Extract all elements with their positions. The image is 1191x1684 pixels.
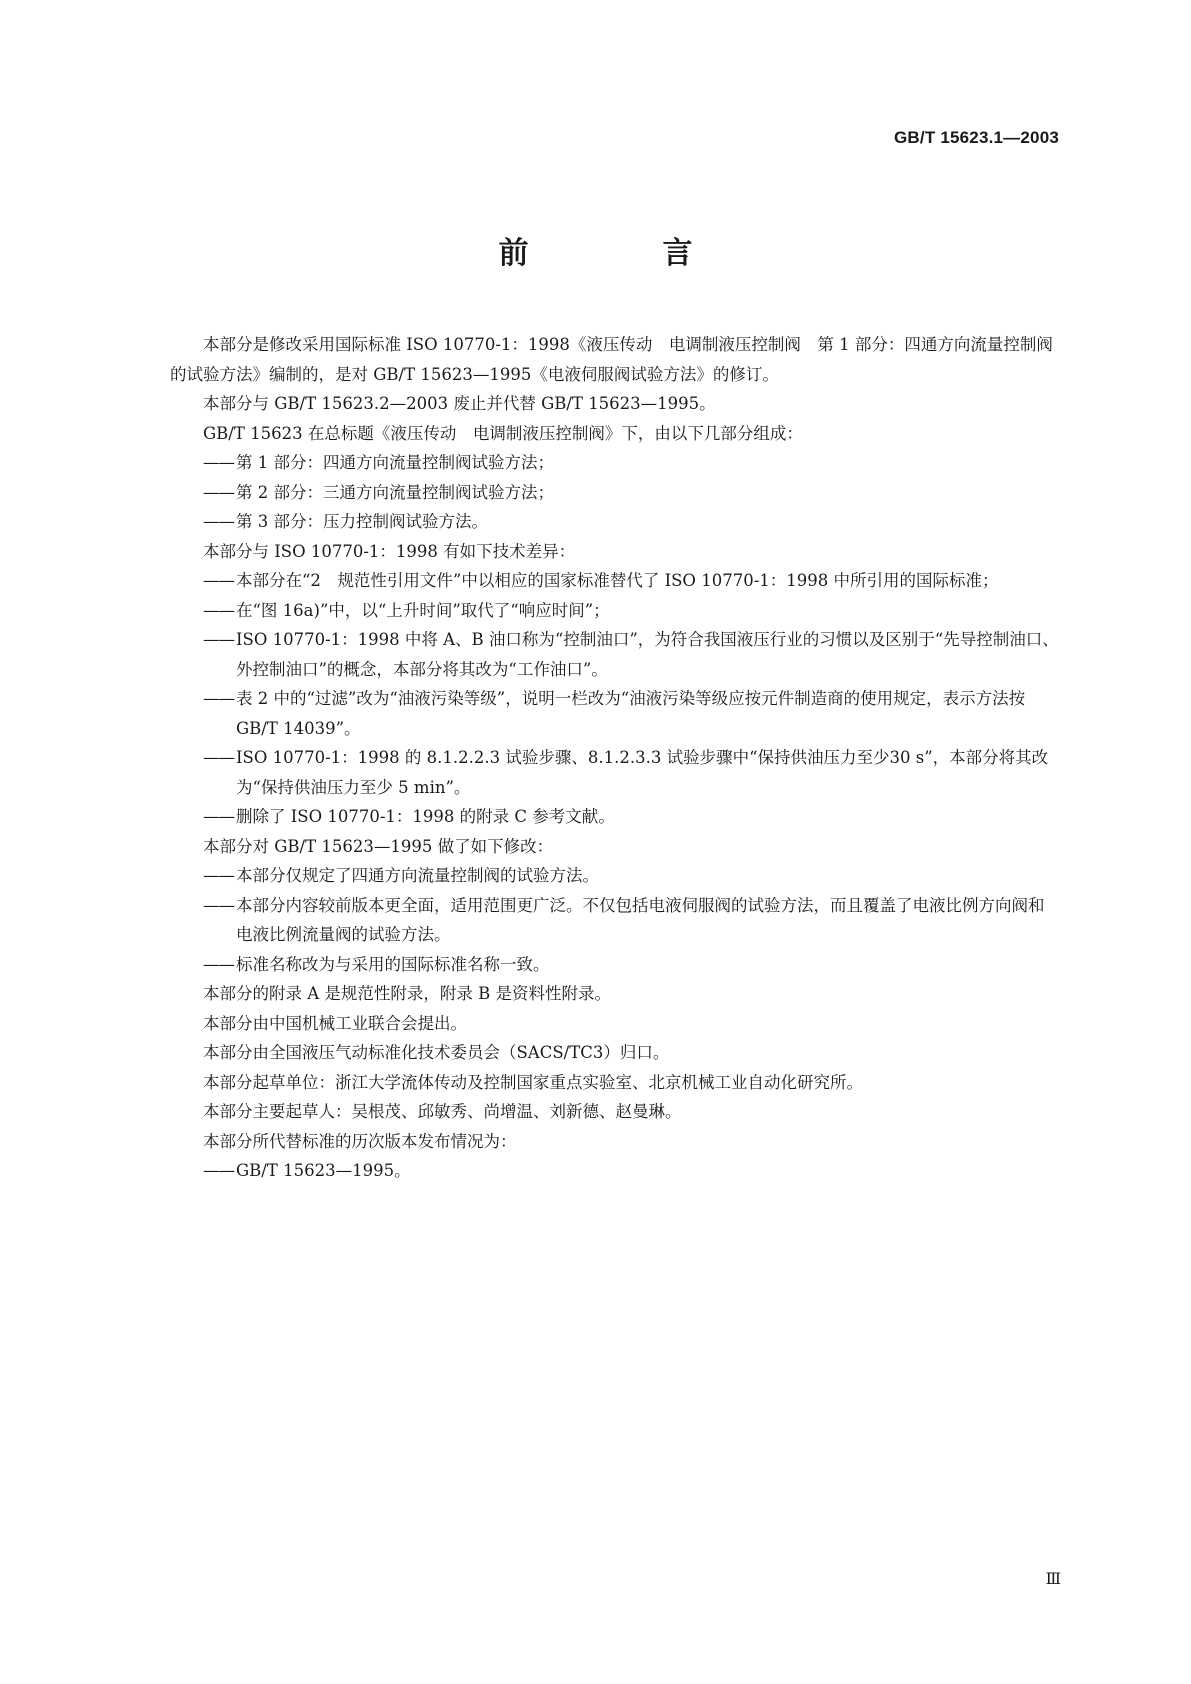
paragraph: GB/T 15623 在总标题《液压传动 电调制液压控制阀》下，由以下几部分组成： <box>203 423 803 443</box>
paragraph: 本部分所代替标准的历次版本发布情况为： <box>203 1131 517 1151</box>
list-item <box>203 625 1059 684</box>
dash-marker: —— <box>203 807 234 826</box>
list-item-text: ISO 10770-1：1998 的 8.1.2.2.3 试验步骤、8.1.2.3.3 试验步骤中“保持供油压力至少30 s”，本部分将其改为“保持供油压力至少 5 min”。 <box>236 748 1049 797</box>
dash-marker: —— <box>203 895 234 915</box>
list-item-text: ISO 10770-1：1998 中将 A、B 油口称为“控制油口”，为符合我国液压行业的习惯以及区别于“先导控制油口、外控制油口”的概念，本部分将其改为“工作油口”。 <box>236 630 1059 679</box>
list-item <box>203 448 1059 478</box>
list-item <box>203 743 1059 802</box>
list-item <box>203 507 1059 537</box>
list-item <box>203 596 1059 626</box>
list-item-text: 在“图 16a)”中，以“上升时间”取代了“响应时间”； <box>236 600 610 620</box>
list-item-text: 第 2 部分：三通方向流量控制阀试验方法； <box>236 482 554 502</box>
paragraph: 本部分由全国液压气动标准化技术委员会（SACS/TC3）归口。 <box>203 1043 670 1062</box>
paragraph: 本部分与 ISO 10770-1：1998 有如下技术差异： <box>203 541 576 561</box>
dash-marker: —— <box>203 954 234 974</box>
list-item-text: GB/T 15623—1995。 <box>236 1161 411 1180</box>
dash-marker: —— <box>203 600 234 620</box>
list-item <box>203 802 1059 832</box>
list-item-text: 本部分内容较前版本更全面，适用范围更广泛。不仅包括电液伺服阀的试验方法，而且覆盖了电液比例方向阀和电液比例流量阀的试验方法。 <box>236 895 1045 944</box>
list-item-text: 第 1 部分：四通方向流量控制阀试验方法； <box>236 453 554 472</box>
list-item <box>203 478 1059 508</box>
dash-marker: —— <box>203 748 234 767</box>
paragraph: 本部分的附录 A 是规范性附录，附录 B 是资料性附录。 <box>203 984 612 1003</box>
list-item-text: 表 2 中的“过滤”改为“油液污染等级”，说明一栏改为“油液污染等级应按元件制造商的使用规定，表示方法按 GB/T 14039”。 <box>236 689 1026 738</box>
list-item-text: 标准名称改为与采用的国际标准名称一致。 <box>236 954 550 974</box>
list-item-text: 本部分在“2 规范性引用文件”中以相应的国家标准替代了 ISO 10770-1：1998 中所引用的国际标准； <box>236 571 999 590</box>
paragraph: 本部分与 GB/T 15623.2—2003 废止并代替 GB/T 15623—1995。 <box>203 394 716 413</box>
dash-marker: —— <box>203 482 234 502</box>
dash-marker: —— <box>203 571 234 590</box>
list-item-text: 删除了 ISO 10770-1：1998 的附录 C 参考文献。 <box>236 807 615 826</box>
list-item <box>203 566 1059 596</box>
list-item <box>203 684 1059 743</box>
paragraph: 本部分主要起草人：吴根茂、邱敏秀、尚增温、刘新德、赵曼琳。 <box>203 1102 682 1121</box>
standard-number: GB/T 15623.1—2003 <box>894 128 1059 147</box>
dash-marker: —— <box>203 866 234 885</box>
dash-marker: —— <box>203 689 234 708</box>
list-item <box>203 891 1059 950</box>
paragraph: 本部分是修改采用国际标准 ISO 10770-1：1998《液压传动 电调制液压控制阀 第 1 部分：四通方向流量控制阀的试验方法》编制的，是对 GB/T 15623—1995《电液伺服阀试验方法》的修订。 <box>170 335 1053 384</box>
document-body <box>170 330 1059 1186</box>
list-item <box>203 950 1059 980</box>
dash-marker: —— <box>203 1161 234 1180</box>
dash-marker: —— <box>203 630 234 649</box>
list-item <box>203 861 1059 891</box>
dash-marker: —— <box>203 512 234 531</box>
page-title: 前 言 <box>498 236 745 271</box>
paragraph: 本部分由中国机械工业联合会提出。 <box>203 1013 467 1033</box>
paragraph: 本部分对 GB/T 15623—1995 做了如下修改： <box>203 836 554 856</box>
list-item-text: 本部分仅规定了四通方向流量控制阀的试验方法。 <box>236 866 599 885</box>
dash-marker: —— <box>203 453 234 472</box>
list-item <box>203 1156 1059 1186</box>
page-number: Ⅲ <box>1045 1569 1061 1588</box>
paragraph: 本部分起草单位：浙江大学流体传动及控制国家重点实验室、北京机械工业自动化研究所。 <box>203 1072 863 1092</box>
list-item-text: 第 3 部分：压力控制阀试验方法。 <box>236 512 488 531</box>
